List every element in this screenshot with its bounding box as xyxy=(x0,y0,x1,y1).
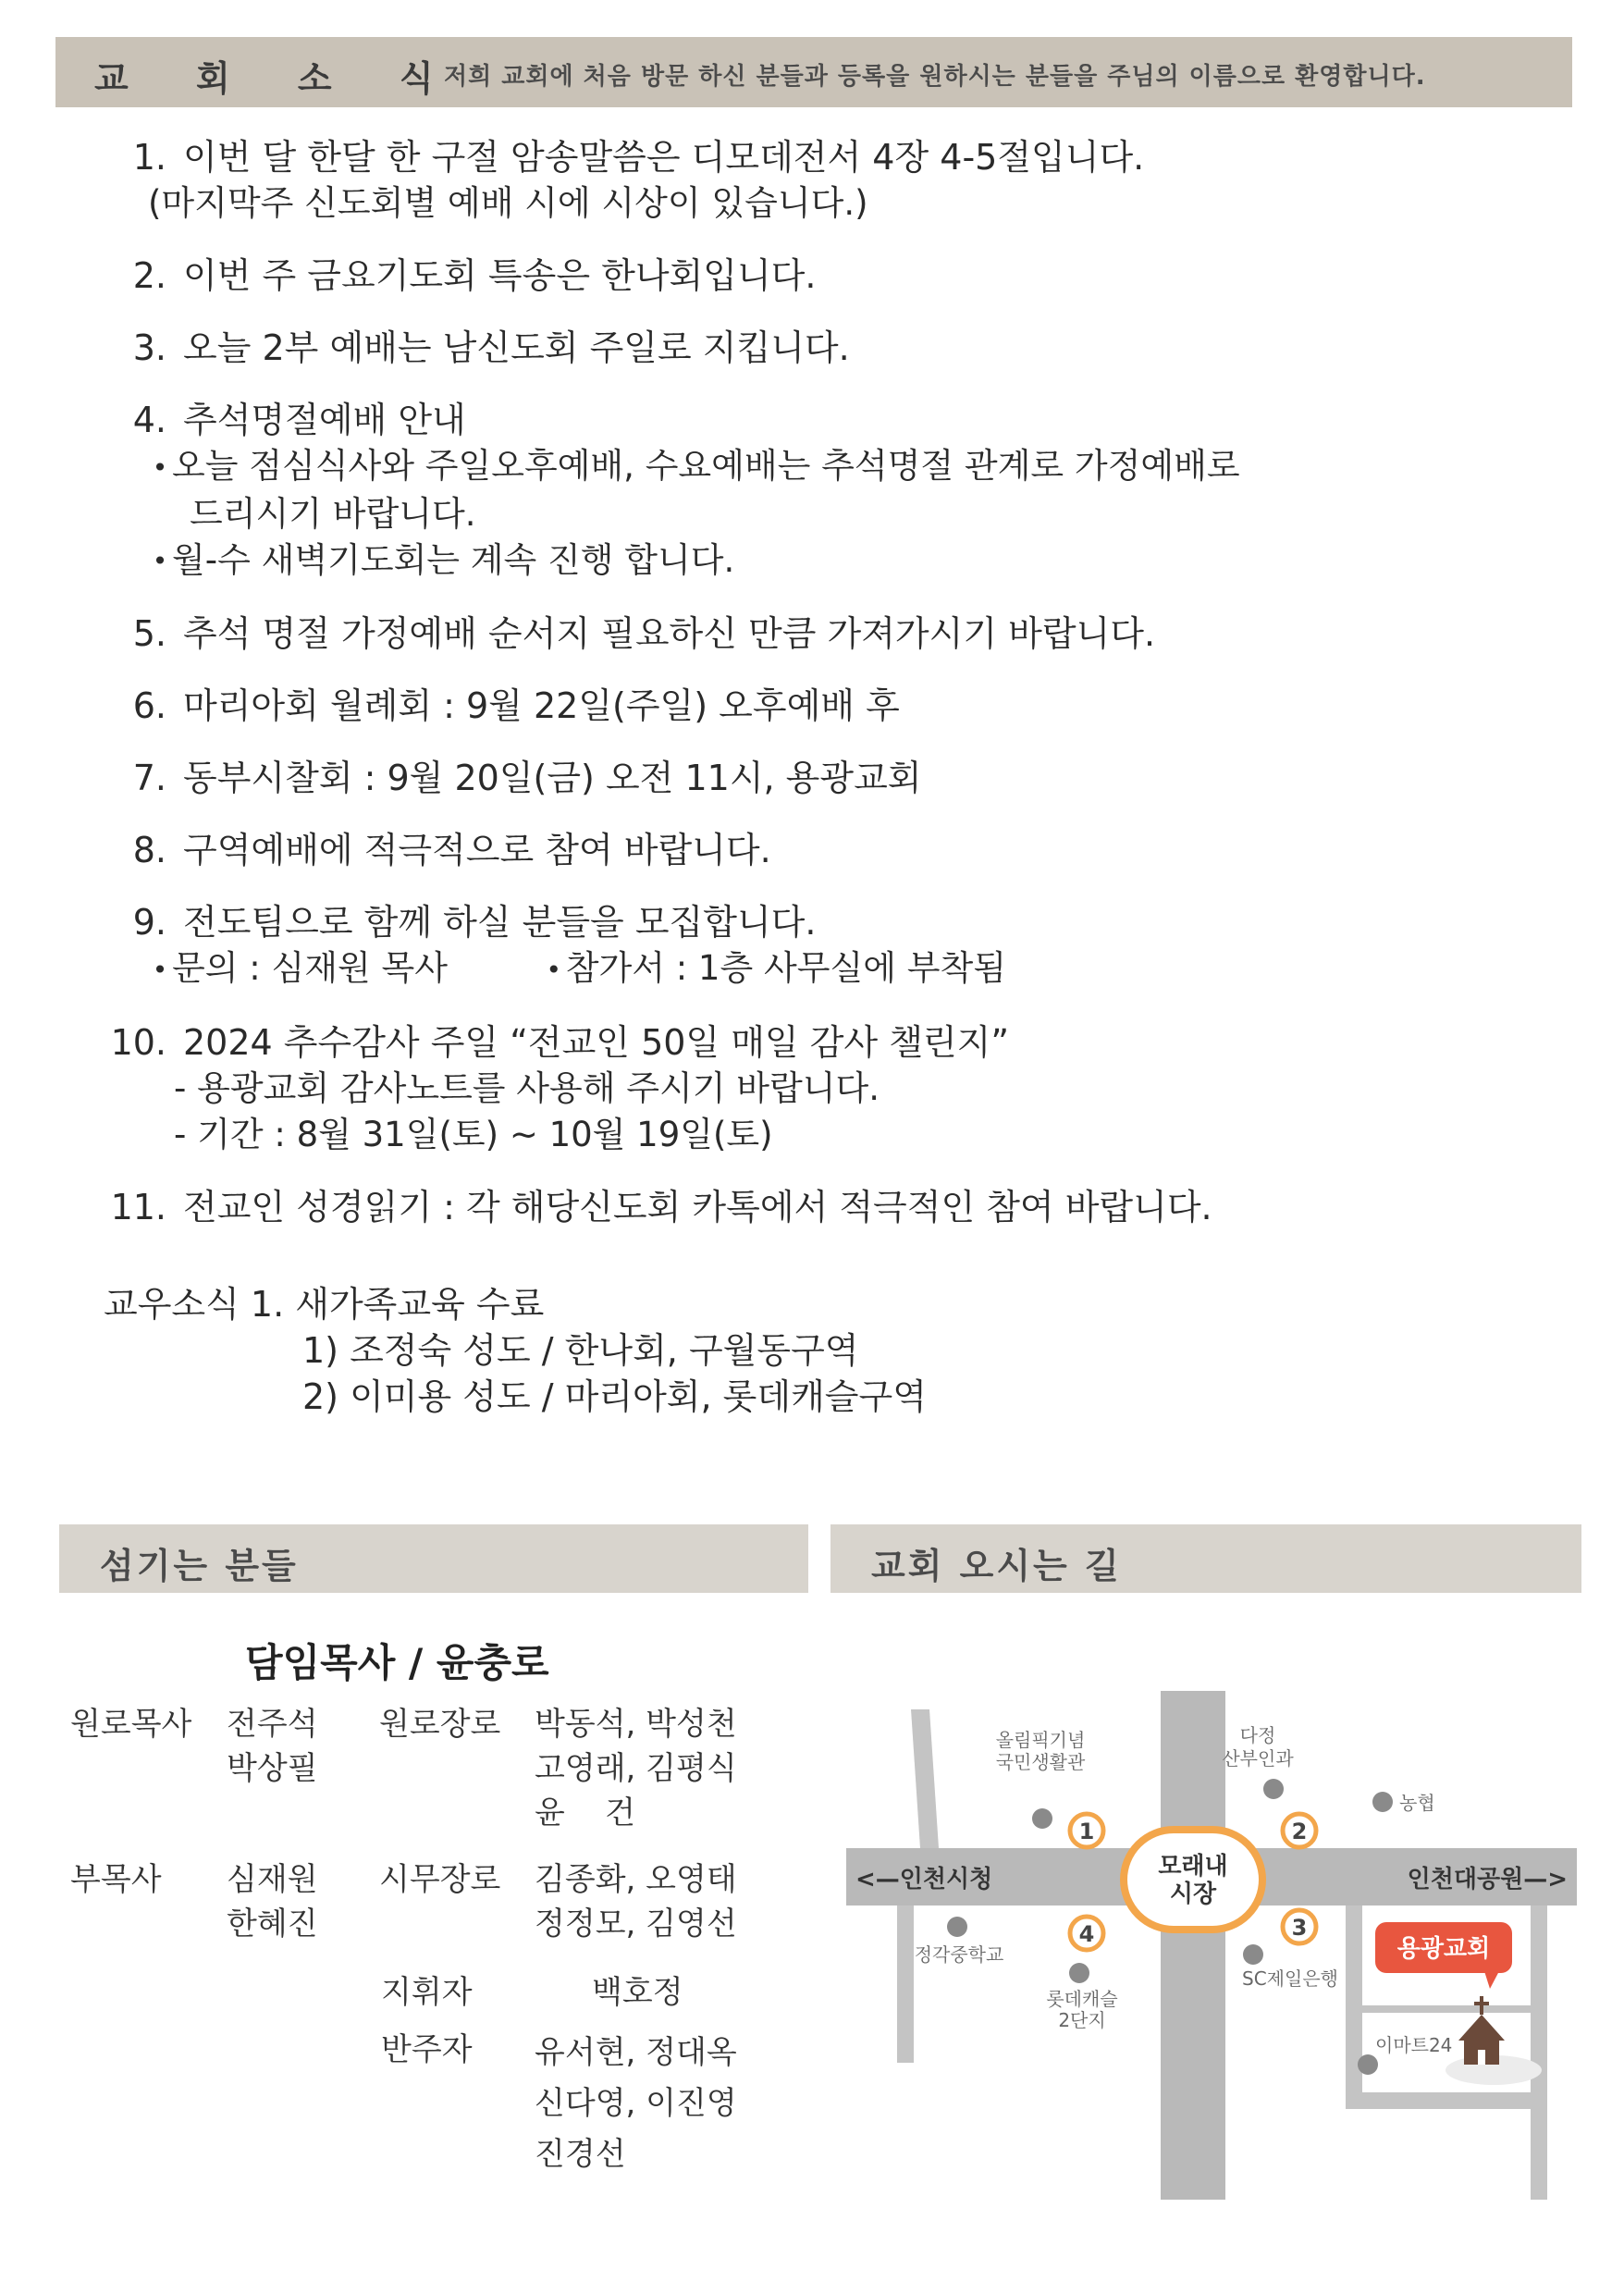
landmark-emart: 이마트24 xyxy=(1375,2034,1453,2056)
staff-name: 진경선 xyxy=(535,2136,626,2173)
notice-4 xyxy=(102,397,1544,585)
landmark-dajeong: 다정 xyxy=(1239,1724,1276,1746)
notice-number: 8. xyxy=(132,830,166,870)
notice-10 xyxy=(102,1019,1544,1158)
member-news-item: 2) 이미용 성도 / 마리아회, 롯데캐슬구역 xyxy=(302,1376,927,1417)
header-bar xyxy=(55,37,1572,107)
notice-text: 2024 추수감사 주일 “전교인 50일 매일 감사 챌린지” xyxy=(183,1021,1010,1063)
notice-2 xyxy=(102,253,1544,299)
notice-number: 5. xyxy=(132,613,166,654)
notice-text: 구역예배에 적극적으로 참여 바랍니다. xyxy=(183,830,771,870)
directions-section-title: 교회 오시는 길 xyxy=(871,1546,1122,1586)
contact-text: 문의 : 심재원 목사 xyxy=(172,948,448,988)
notice-text: 추석 명절 가정예배 순서지 필요하신 만큼 가져가시기 바랍니다. xyxy=(183,613,1156,654)
directions-section-header xyxy=(830,1524,1581,1593)
notice-text: 추석명절예배 안내 xyxy=(183,400,466,440)
staff-name: 정정모, 김영선 xyxy=(535,1906,737,1942)
notices-list xyxy=(102,134,1544,1256)
notice-number: 9. xyxy=(132,902,166,943)
notice-8 xyxy=(102,827,1544,873)
landmark-dot xyxy=(947,1917,967,1937)
notice-dash-item: - 기간 : 8월 31일(토) ~ 10월 19일(토) xyxy=(174,1114,773,1154)
svg-text:1: 1 xyxy=(1078,1819,1095,1844)
notice-3 xyxy=(102,325,1544,371)
active-elder-names xyxy=(535,1857,737,1946)
side-road xyxy=(1531,1906,1547,2200)
junction-label-line2: 시장 xyxy=(1169,1881,1217,1908)
notice-11 xyxy=(102,1184,1544,1230)
bullet-icon: • xyxy=(152,546,168,576)
notice-number: 7. xyxy=(132,758,166,798)
staff-name: 전주석 xyxy=(227,1706,318,1743)
landmark-dot xyxy=(1358,2054,1378,2075)
bullet-icon: • xyxy=(152,451,168,483)
notice-contact-row xyxy=(102,945,1544,993)
directions-map xyxy=(846,1691,1577,2200)
member-news-heading: 교우소식 1. 새가족교육 수료 xyxy=(104,1284,545,1325)
accompanist-names xyxy=(535,2028,737,2180)
notice-bullet xyxy=(102,537,1544,586)
notice-6 xyxy=(102,683,1544,729)
notice-9 xyxy=(102,899,1544,993)
member-news-item: 1) 조정숙 성도 / 한나회, 구월동구역 xyxy=(302,1330,859,1371)
exit-4 xyxy=(1070,1917,1103,1950)
emeritus-pastor-label: 원로목사 xyxy=(70,1706,192,1743)
notice-text: 마리아회 월례회 : 9월 22일(주일) 오후예배 후 xyxy=(183,685,900,726)
right-road-label: 인천대공원—> xyxy=(1407,1866,1568,1893)
left-road-label: <—인천시청 xyxy=(855,1866,993,1893)
notice-text: 동부시찰회 : 9월 20일(금) 오전 11시, 용광교회 xyxy=(183,758,922,798)
contact-item xyxy=(148,945,448,993)
notice-7 xyxy=(102,755,1544,801)
svg-text:3: 3 xyxy=(1291,1915,1308,1941)
active-elder-label: 시무장로 xyxy=(379,1861,501,1898)
emeritus-elder-label: 원로장로 xyxy=(379,1706,501,1743)
bullet-continuation: 드리시기 바랍니다. xyxy=(190,493,476,534)
landmark-dot xyxy=(1069,1963,1089,1983)
header-title: 교 회 소 식 xyxy=(94,58,461,99)
landmark-dajeong-line2: 산부인과 xyxy=(1222,1747,1294,1770)
bullet-icon: • xyxy=(546,954,561,985)
notice-text: 이번 달 한달 한 구절 암송말씀은 디모데전서 4장 4-5절입니다. xyxy=(183,137,1145,178)
landmark-olympic: 올림픽기념 xyxy=(995,1729,1086,1751)
side-road xyxy=(911,1709,939,1848)
exit-3 xyxy=(1283,1910,1316,1943)
side-road xyxy=(1346,2005,1531,2013)
notice-dash-item: - 용광교회 감사노트를 사용해 주시기 바랍니다. xyxy=(174,1067,880,1108)
landmark-nonghyup: 농협 xyxy=(1399,1792,1435,1814)
landmark-dot xyxy=(1263,1779,1284,1799)
landmark-lotte: 롯데캐슬 xyxy=(1046,1988,1118,2010)
notice-5 xyxy=(102,610,1544,657)
cross-road xyxy=(1161,1691,1225,2200)
bullet-text: 오늘 점심식사와 주일오후예배, 수요예배는 추석명절 관계로 가정예배로 xyxy=(172,446,1240,486)
bullet-icon: • xyxy=(152,954,168,985)
member-news xyxy=(104,1281,927,1420)
notice-1 xyxy=(102,134,1544,227)
staff-name: 신다영, 이진영 xyxy=(535,2085,737,2122)
church-marker xyxy=(1375,1922,1542,2085)
notice-text: 이번 주 금요기도회 특송은 한나회입니다. xyxy=(183,255,817,296)
side-road xyxy=(1346,2092,1531,2109)
staff-name: 유서현, 정대옥 xyxy=(535,2034,737,2071)
notice-number: 1. xyxy=(132,137,166,178)
landmark-olympic-line2: 국민생활관 xyxy=(995,1751,1086,1773)
landmark-dot xyxy=(1372,1792,1393,1812)
svg-text:4: 4 xyxy=(1078,1921,1095,1947)
staff-name: 고영래, 김평식 xyxy=(535,1750,737,1787)
accompanist-label: 반주자 xyxy=(381,2031,473,2068)
conductor-name: 백호정 xyxy=(592,1974,683,2011)
staff-name: 김종화, 오영태 xyxy=(535,1861,737,1898)
notice-text: 오늘 2부 예배는 남신도회 주일로 지킵니다. xyxy=(183,327,850,368)
landmark-jeonggak: 정각중학교 xyxy=(914,1943,1004,1966)
staff-name: 윤 건 xyxy=(535,1794,635,1832)
emeritus-elder-names xyxy=(535,1702,737,1835)
church-label: 용광교회 xyxy=(1396,1935,1491,1963)
staff-name: 박상필 xyxy=(227,1750,318,1787)
associate-pastor-names xyxy=(227,1857,318,1946)
notice-text: 전교인 성경읽기 : 각 해당신도회 카톡에서 적극적인 참여 바랍니다. xyxy=(183,1186,1212,1227)
senior-pastor: 담임목사 / 윤충로 xyxy=(245,1640,549,1685)
notice-number: 2. xyxy=(132,255,166,296)
staff-name: 한혜진 xyxy=(227,1906,318,1942)
bullet-text: 월-수 새벽기도회는 계속 진행 합니다. xyxy=(172,539,735,580)
notice-number: 10. xyxy=(110,1021,166,1063)
emeritus-pastor-names xyxy=(227,1702,318,1791)
exit-1 xyxy=(1070,1814,1103,1847)
notice-bullet xyxy=(102,443,1544,491)
notice-number: 4. xyxy=(132,400,166,440)
staff-section-title: 섬기는 분들 xyxy=(100,1546,299,1586)
contact-item xyxy=(542,945,1006,993)
exit-2 xyxy=(1283,1814,1316,1847)
junction-label-line1: 모래내 xyxy=(1158,1853,1228,1881)
notice-number: 3. xyxy=(132,327,166,368)
landmark-dot xyxy=(1243,1944,1263,1965)
notice-number: 11. xyxy=(110,1186,166,1227)
contact-text: 참가서 : 1층 사무실에 부착됨 xyxy=(565,948,1006,988)
conductor-label: 지휘자 xyxy=(381,1974,473,2011)
side-road xyxy=(897,1906,914,2063)
notice-number: 6. xyxy=(132,685,166,726)
svg-text:2: 2 xyxy=(1291,1819,1308,1844)
notice-text: 전도팀으로 함께 하실 분들을 모집합니다. xyxy=(183,902,817,943)
landmark-lotte-line2: 2단지 xyxy=(1058,2009,1106,2031)
landmark-dot xyxy=(1032,1808,1052,1829)
staff-name: 심재원 xyxy=(227,1861,318,1898)
header-subtitle: 저희 교회에 처음 방문 하신 분들과 등록을 원하시는 분들을 주님의 이름으로 환영합니다. xyxy=(444,63,1426,91)
notice-continuation: (마지막주 신도회별 예배 시에 시상이 있습니다.) xyxy=(148,183,868,223)
staff-name: 박동석, 박성천 xyxy=(535,1706,737,1743)
landmark-sc-bank: SC제일은행 xyxy=(1242,1967,1338,1990)
staff-section-header xyxy=(59,1524,808,1593)
associate-pastor-label: 부목사 xyxy=(70,1861,162,1898)
